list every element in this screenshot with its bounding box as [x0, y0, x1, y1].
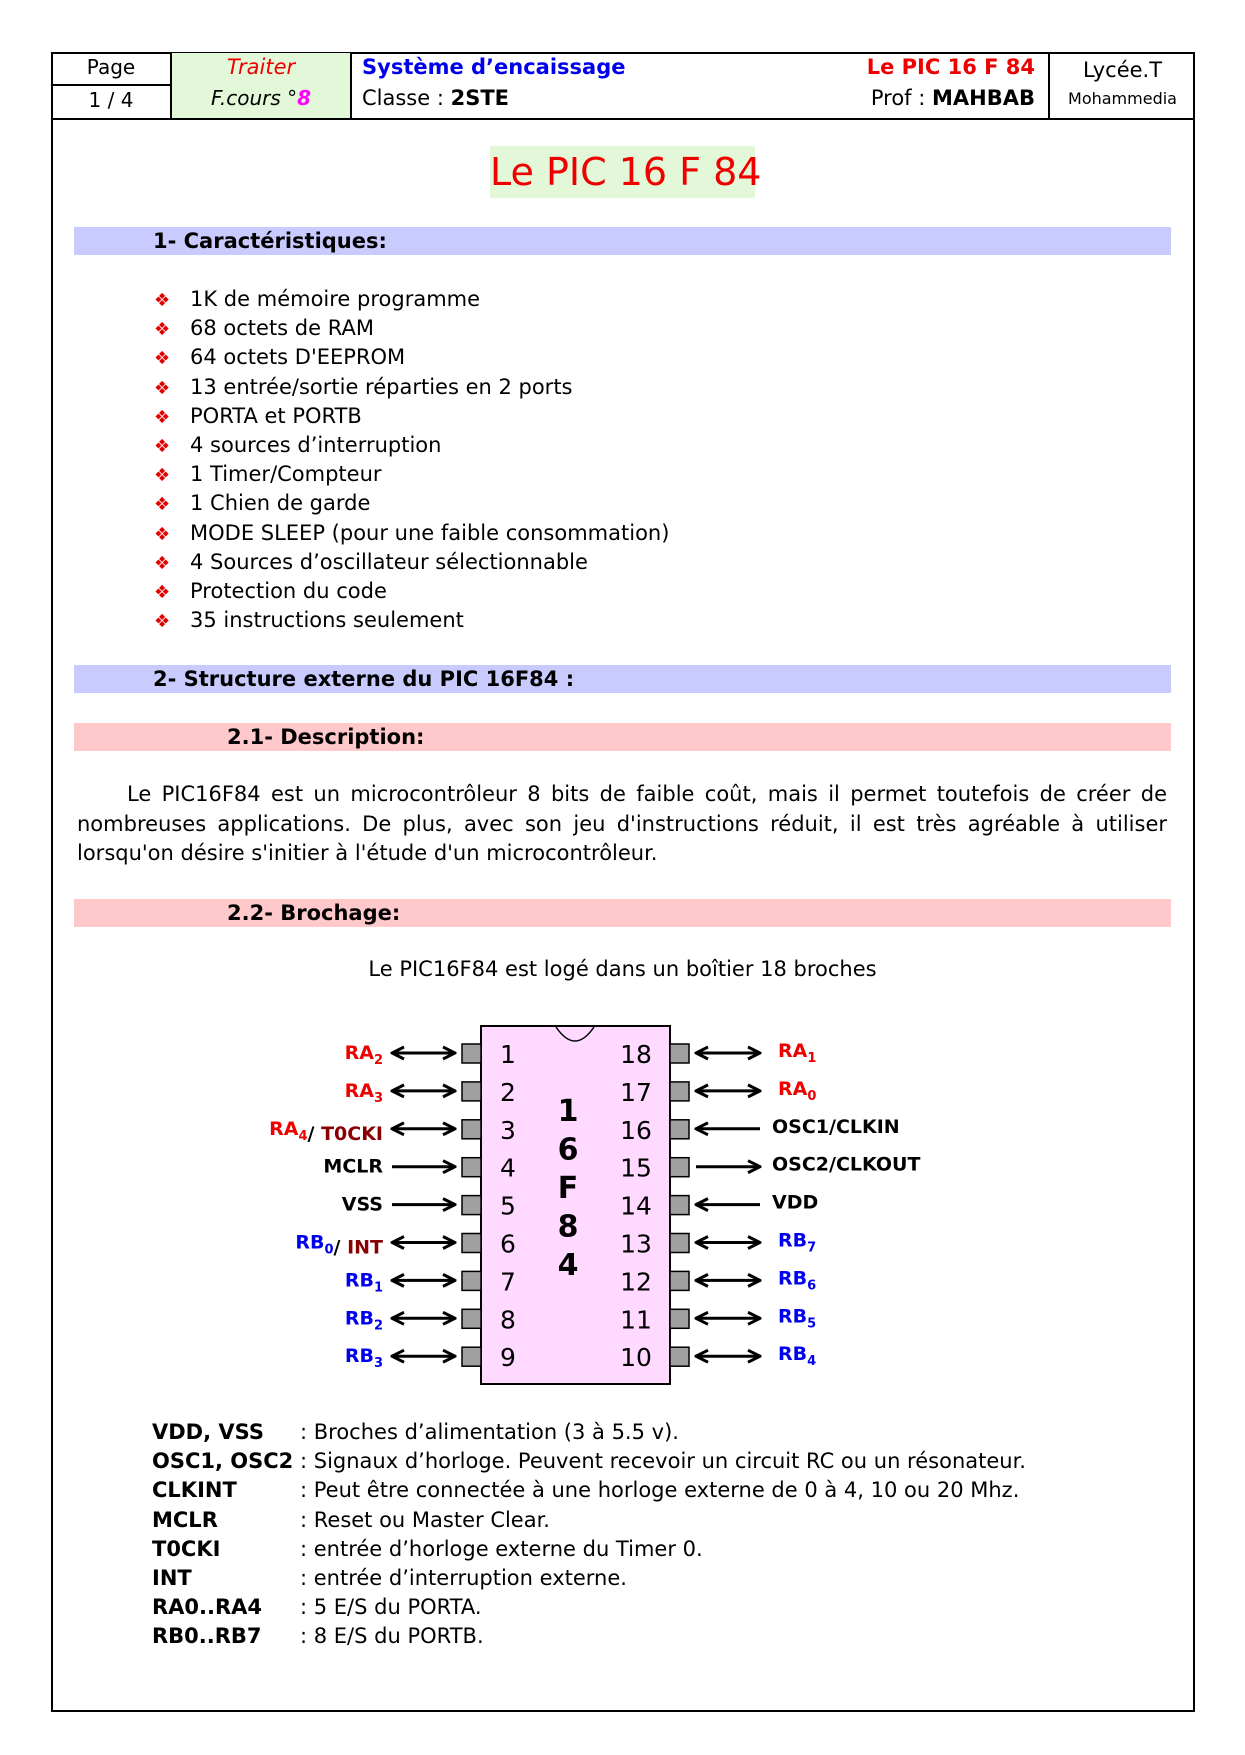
diamond-bullet-icon: ❖: [154, 523, 171, 545]
prof-value: MAHBAB: [932, 86, 1035, 110]
subject-title: Système d’encaissage: [362, 55, 626, 79]
pinout-caption: Le PIC16F84 est logé dans un boîtier 18 broches: [368, 957, 877, 981]
feature-text: 4 Sources d’oscillateur sélectionnable: [190, 549, 588, 574]
pin-pad: [462, 1347, 481, 1366]
chip-label-char: 1: [557, 1094, 579, 1129]
pin-number: 16: [620, 1115, 652, 1145]
section-heading-brochage: 2.2- Brochage:: [74, 899, 1171, 927]
feature-text: Protection du code: [190, 579, 387, 603]
school-name: Lycée.T: [1082, 58, 1163, 82]
definition-desc: : 8 E/S du PORTB.: [300, 1624, 484, 1649]
pin-pad: [670, 1309, 689, 1328]
diamond-bullet-icon: ❖: [154, 611, 171, 633]
diamond-bullet-icon: ❖: [154, 348, 171, 370]
definition-row: [152, 1447, 1026, 1476]
pin-number: 13: [620, 1229, 652, 1259]
pin-label: VDD: [772, 1191, 819, 1214]
definition-desc: : entrée d’interruption externe.: [300, 1566, 627, 1590]
pin-number: 3: [500, 1115, 516, 1145]
definition-term: RB0..RB7: [152, 1624, 262, 1649]
pin-label: $RA_4/$ T0CKI: [269, 1117, 383, 1145]
definition-term: VDD, VSS: [152, 1420, 264, 1444]
feature-text: 35 instructions seulement: [190, 608, 464, 633]
pin-number: 2: [500, 1077, 516, 1107]
pin-pad: [670, 1082, 689, 1101]
diamond-bullet-icon: ❖: [154, 406, 171, 428]
section-heading-caracteristiques: 1- Caractéristiques:: [74, 227, 1171, 255]
definition-row: [152, 1506, 550, 1535]
pin-label: $RB_0/$ INT: [295, 1231, 383, 1259]
definition-term: T0CKI: [152, 1536, 221, 1561]
feature-text: 13 entrée/sortie réparties en 2 ports: [190, 374, 573, 399]
diamond-bullet-icon: ❖: [154, 290, 171, 311]
pin-label: MCLR: [323, 1155, 383, 1178]
definition-row: [152, 1535, 703, 1564]
definition-desc: : Signaux d’horloge. Peuvent recevoir un circuit RC ou un résonateur.: [300, 1449, 1026, 1474]
pin-number: 8: [500, 1305, 516, 1335]
pin-pad: [462, 1044, 481, 1063]
pin-pad: [462, 1120, 481, 1139]
pin-pad: [462, 1196, 481, 1215]
diamond-bullet-icon: ❖: [154, 582, 171, 603]
feature-text: 1K de mémoire programme: [190, 287, 481, 311]
pin-number: 6: [500, 1229, 516, 1259]
definition-term: RA0..RA4: [152, 1595, 263, 1620]
school-city: Mohammedia: [1068, 89, 1177, 108]
feature-text: 64 octets D'EEPROM: [190, 345, 406, 370]
definition-desc: : entrée d’horloge externe du Timer 0.: [300, 1536, 703, 1561]
pin-pad: [462, 1082, 481, 1101]
pin-pad: [462, 1158, 481, 1177]
pin-number: 7: [500, 1267, 516, 1297]
chip-label-char: 4: [557, 1248, 579, 1283]
section-heading-description: 2.1- Description:: [74, 723, 1171, 751]
pin-pad: [670, 1271, 689, 1290]
definition-row: [152, 1593, 482, 1622]
pin-number: 12: [620, 1267, 652, 1297]
diamond-bullet-icon: ❖: [154, 319, 171, 341]
definition-desc: : Reset ou Master Clear.: [300, 1507, 550, 1532]
fcours-number: 8: [297, 86, 312, 110]
pin-label: $RA_2$: [344, 1042, 383, 1068]
feature-text: PORTA et PORTB: [190, 403, 362, 428]
pin-pad: [670, 1234, 689, 1253]
definition-desc: : Peut être connectée à une horloge externe de 0 à 4, 10 ou 20 Mhz.: [300, 1478, 1020, 1503]
pin-pad: [462, 1309, 481, 1328]
pin-number: 17: [620, 1077, 652, 1107]
diamond-bullet-icon: ❖: [154, 494, 171, 516]
chip-label-char: 8: [557, 1209, 579, 1245]
pin-label: OSC2/CLKOUT: [772, 1153, 921, 1176]
pin-number: 1: [500, 1040, 516, 1069]
topic-title: Le PIC 16 F 84: [866, 55, 1035, 79]
pin-number: 14: [620, 1191, 652, 1221]
pin-label: $RA_0$: [778, 1077, 817, 1104]
pin-label: OSC1/CLKIN: [772, 1115, 900, 1138]
pin-label: $RB_5$: [778, 1305, 817, 1332]
description-paragraph: Le PIC16F84 est un microcontrôleur 8 bits de faible coût, mais il permet toutefois de créer de nombreuses applications. De plus, avec son jeu d'instructions réduit, il est très agréable à utiliser lorsqu'on désire s'initier à l'étude d'un microcontrôleur.: [77, 782, 1167, 865]
definition-term: MCLR: [152, 1507, 218, 1532]
definition-desc: : 5 E/S du PORTA.: [300, 1595, 482, 1620]
pin-pad: [462, 1234, 481, 1253]
pin-label: $RB_4$: [778, 1343, 817, 1370]
pin-pad: [670, 1044, 689, 1063]
pin-label: $RB_2$: [344, 1307, 383, 1334]
diamond-bullet-icon: ❖: [154, 436, 171, 457]
page-title: Le PIC 16 F 84: [490, 146, 755, 198]
pin-number: 15: [620, 1153, 652, 1183]
page-label: Page: [86, 55, 136, 79]
pin-label: VSS: [341, 1193, 383, 1216]
definition-row: [152, 1476, 1019, 1505]
pin-label: $RB_3$: [344, 1345, 383, 1372]
traiter-label: Traiter: [226, 55, 296, 79]
definition-row: [152, 1622, 484, 1651]
diamond-bullet-icon: ❖: [154, 465, 171, 487]
prof-label: Prof :: [870, 86, 932, 110]
pin-pad: [670, 1158, 689, 1177]
feature-text: 1 Timer/Compteur: [190, 462, 382, 487]
page-number: 1 / 4: [88, 88, 134, 112]
pin-number: 10: [620, 1343, 652, 1373]
pin-pad: [670, 1196, 689, 1215]
pin-label: $RA_1$: [778, 1040, 817, 1066]
feature-text: 1 Chien de garde: [190, 491, 371, 516]
pin-label: $RA_3$: [344, 1079, 383, 1106]
classe-value: 2STE: [450, 86, 509, 110]
chip-label-char: F: [557, 1171, 579, 1206]
feature-text: MODE SLEEP (pour une faible consommation): [190, 520, 670, 545]
pin-number: 4: [500, 1153, 516, 1183]
pin-number: 5: [500, 1191, 516, 1221]
section-heading-structure: 2- Structure externe du PIC 16F84 :: [74, 665, 1171, 693]
pin-pad: [462, 1271, 481, 1290]
definition-term: CLKINT: [152, 1478, 237, 1503]
pin-number: 11: [620, 1305, 652, 1335]
definition-term: OSC1, OSC2: [152, 1449, 294, 1474]
pin-pad: [670, 1120, 689, 1139]
feature-text: 4 sources d’interruption: [190, 433, 442, 457]
pin-label: $RB_1$: [344, 1269, 383, 1296]
pin-number: 18: [620, 1040, 652, 1069]
pin-label: $RB_6$: [778, 1267, 817, 1294]
diamond-bullet-icon: ❖: [154, 552, 171, 574]
pin-number: 9: [500, 1343, 516, 1373]
definition-desc: : Broches d’alimentation (3 à 5.5 v).: [300, 1420, 679, 1444]
diamond-bullet-icon: ❖: [154, 377, 171, 399]
pin-pad: [670, 1347, 689, 1366]
definition-term: INT: [152, 1566, 192, 1590]
classe-label: Classe :: [362, 86, 451, 110]
feature-text: 68 octets de RAM: [190, 316, 374, 341]
definition-row: [152, 1564, 627, 1593]
definition-row: [152, 1418, 679, 1447]
pin-label: $RB_7$: [778, 1229, 817, 1256]
fcours-text: F.cours °: [210, 86, 298, 110]
chip-label-char: 6: [557, 1132, 579, 1168]
